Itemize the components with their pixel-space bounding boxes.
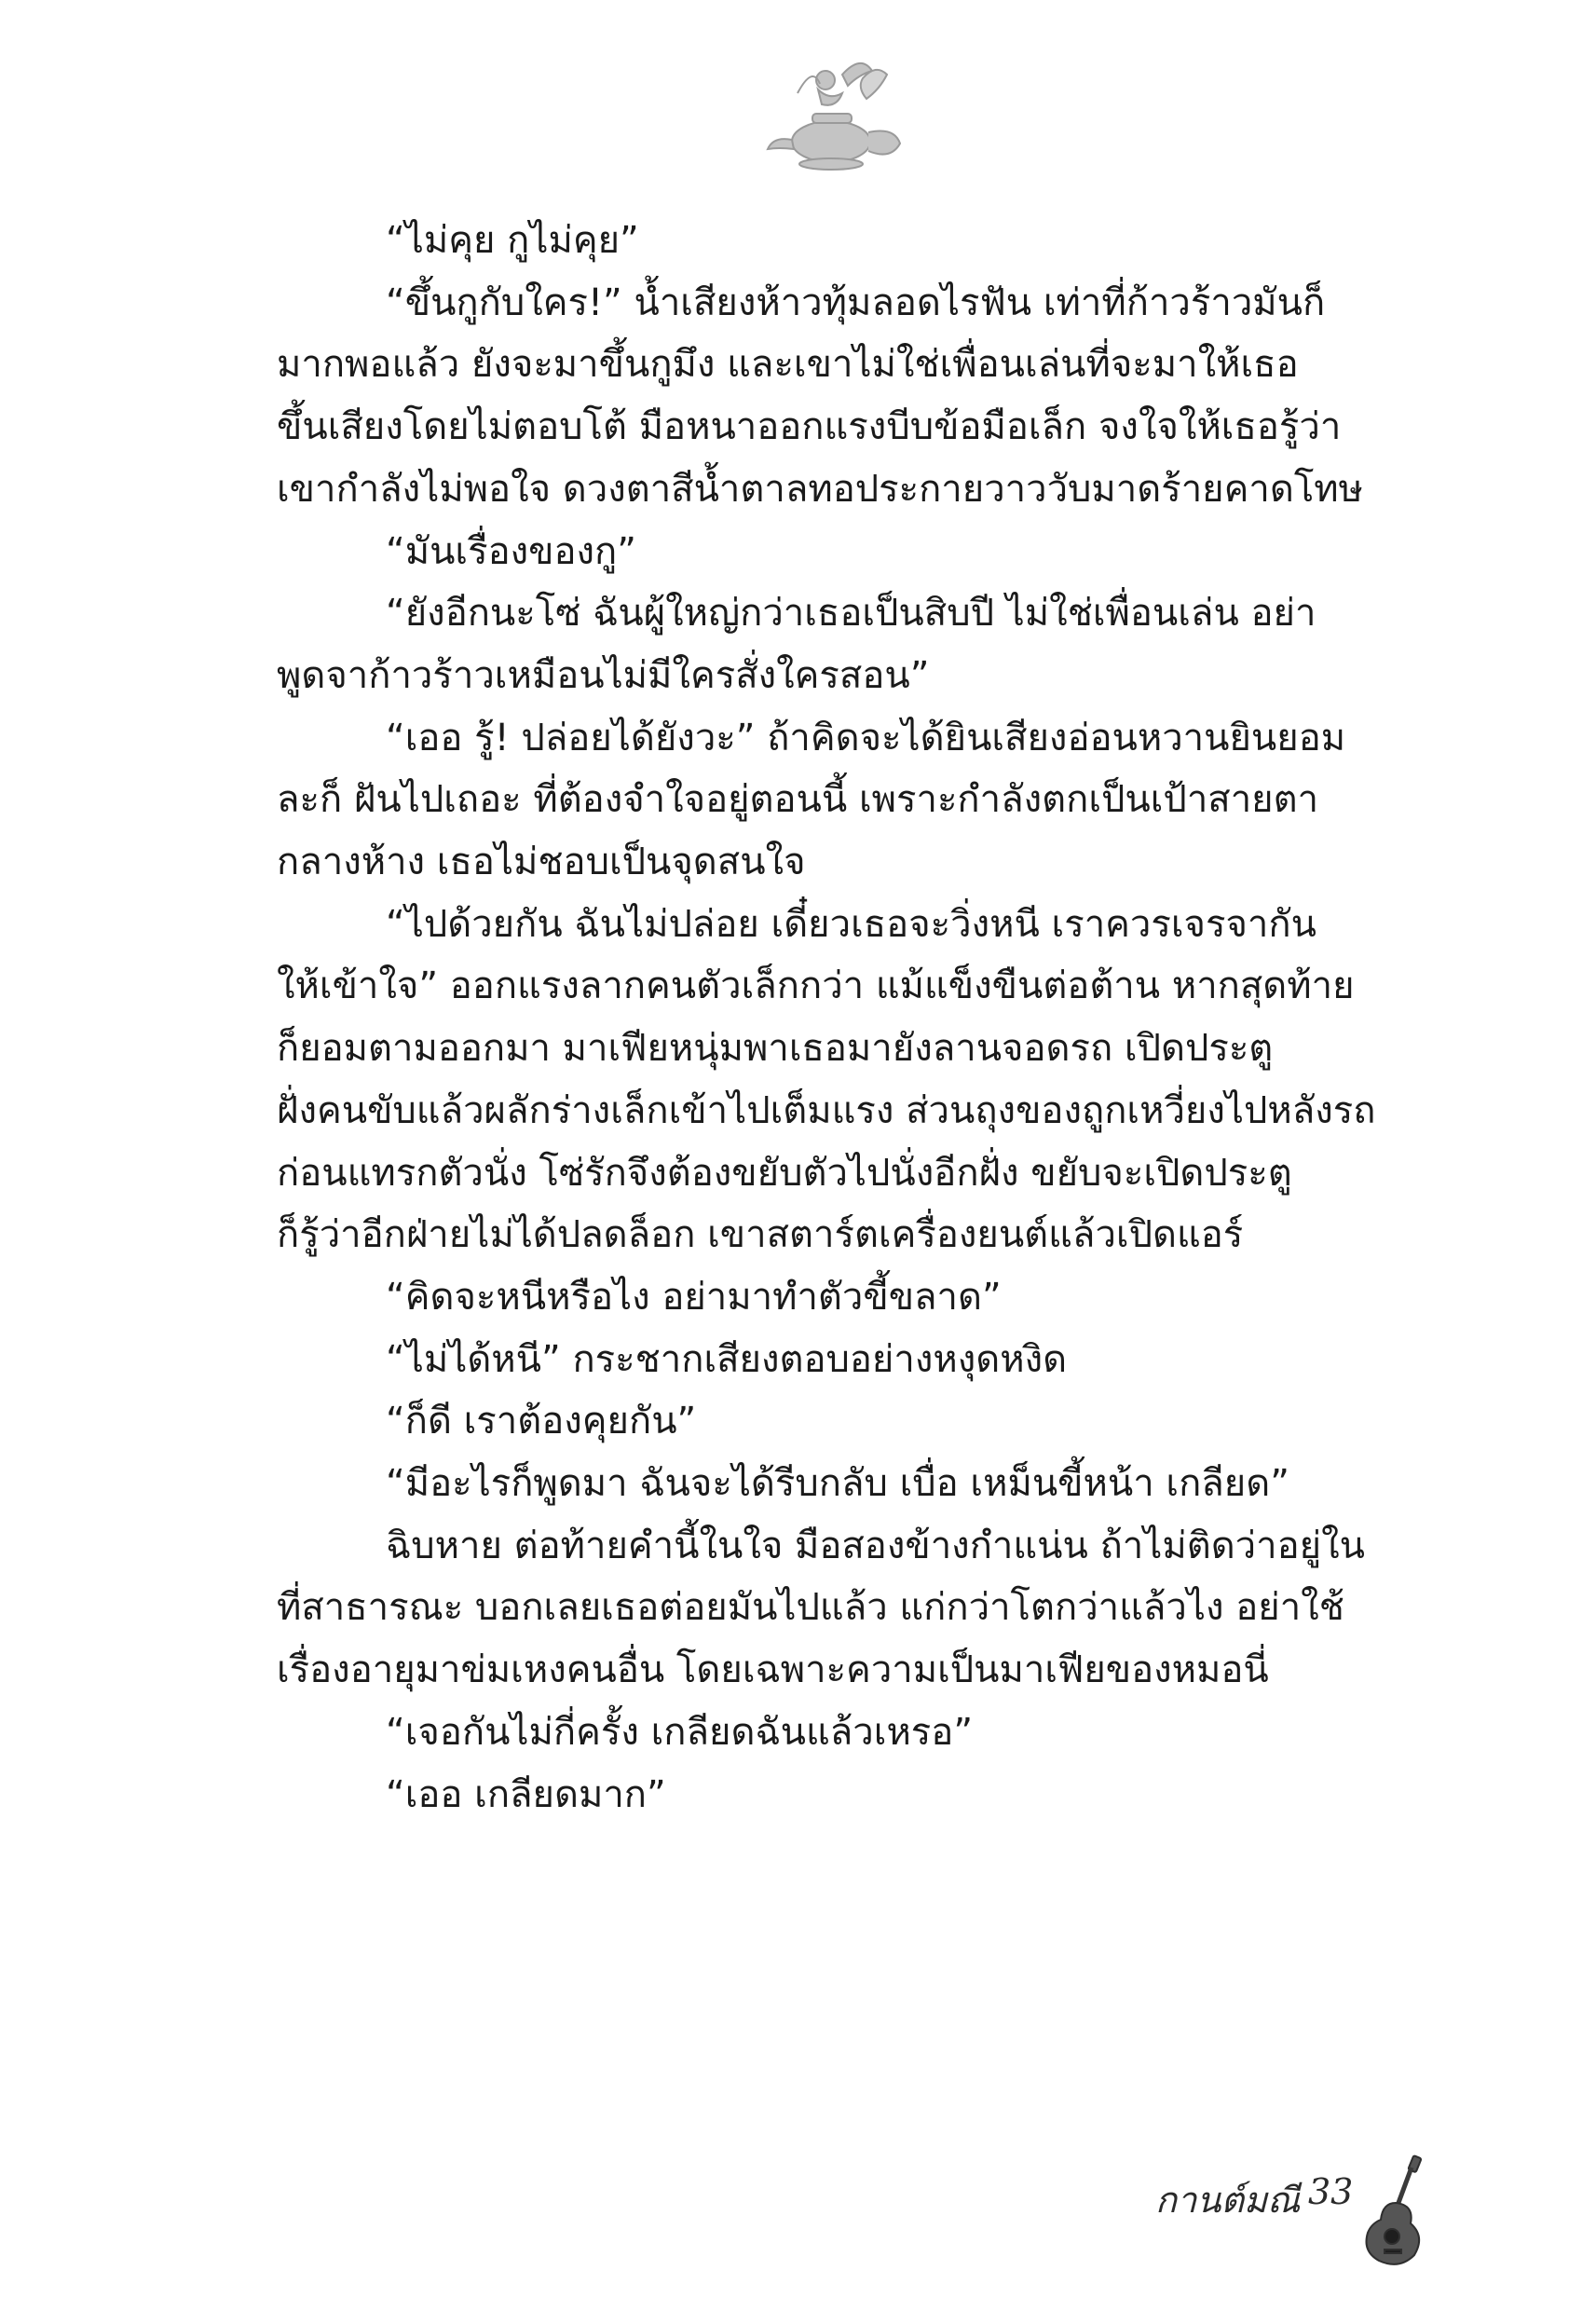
text-line: “มันเรื่องของกู” xyxy=(386,529,636,573)
text-line: “ยังอีกนะโซ่ ฉันผู้ใหญ่กว่าเธอเป็นสิบปี ไม่ใช่เพื่อนเล่น อย่า xyxy=(386,592,1316,636)
text-line: ละก็ ฝันไปเถอะ ที่ต้องจำใจอยู่ตอนนี้ เพราะกำลังตกเป็นเป้าสายตา xyxy=(277,778,1319,822)
text-line: ก็ยอมตามออกมา มาเฟียหนุ่มพาเธอมายังลานจอดรถ เปิดประตู xyxy=(277,1027,1274,1071)
text-line: “ขึ้นกูกับใคร!” น้ำเสียงห้าวทุ้มลอดไรฟัน เท่าที่ก้าวร้าวมันก็ xyxy=(386,280,1326,324)
page-number: 33 xyxy=(1308,2171,1354,2212)
text-line: “ไม่ได้หนี” กระชากเสียงตอบอย่างหงุดหงิด xyxy=(386,1337,1068,1381)
text-line: ขึ้นเสียงโดยไม่ตอบโต้ มือหนาออกแรงบีบข้อมือเล็ก จงใจให้เธอรู้ว่า xyxy=(277,405,1342,449)
text-line: ก่อนแทรกตัวนั่ง โซ่รักจึงต้องขยับตัวไปนั่งอีกฝั่ง ขยับจะเปิดประตู xyxy=(277,1151,1292,1195)
body-text xyxy=(277,210,1413,1826)
text-line: มากพอแล้ว ยังจะมาขึ้นกูมึง และเขาไม่ใช่เพื่อนเล่นที่จะมาให้เธอ xyxy=(277,343,1299,387)
text-line: เรื่องอายุมาข่มเหงคนอื่น โดยเฉพาะความเป็นมาเฟียของหมอนี่ xyxy=(277,1648,1269,1692)
text-line: ที่สาธารณะ บอกเลยเธอต่อยมันไปแล้ว แก่กว่าโตกว่าแล้วไง อย่าใช้ xyxy=(277,1586,1344,1630)
text-line: “ไปด้วยกัน ฉันไม่ปล่อย เดี๋ยวเธอจะวิ่งหนี เราควรเจรจากัน xyxy=(386,902,1316,946)
text-line: พูดจาก้าวร้าวเหมือนไม่มีใครสั่งใครสอน” xyxy=(277,653,930,697)
text-line: “เจอกันไม่กี่ครั้ง เกลียดฉันแล้วเหรอ” xyxy=(386,1710,974,1754)
text-line: เขากำลังไม่พอใจ ดวงตาสีน้ำตาลทอประกายวาววับมาดร้ายคาดโทษ xyxy=(277,467,1364,511)
text-line: ฉิบหาย ต่อท้ายคำนี้ในใจ มือสองข้างกำแน่น ถ้าไม่ติดว่าอยู่ใน xyxy=(386,1524,1365,1567)
guitar-icon xyxy=(1360,2154,1430,2271)
text-line: ก็รู้ว่าอีกฝ่ายไม่ได้ปลดล็อก เขาสตาร์ตเครื่องยนต์แล้วเปิดแอร์ xyxy=(277,1213,1244,1257)
text-line: “ก็ดี เราต้องคุยกัน” xyxy=(386,1400,697,1443)
text-line: “มีอะไรก็พูดมา ฉันจะได้รีบกลับ เบื่อ เหม็นขี้หน้า เกลียด” xyxy=(386,1462,1289,1506)
running-title: กานต์มณี xyxy=(1155,2180,1301,2221)
text-line: “คิดจะหนีหรือไง อย่ามาทำตัวขี้ขลาด” xyxy=(386,1275,1002,1319)
text-line: ฝั่งคนขับแล้วผลักร่างเล็กเข้าไปเต็มแรง ส่วนถุงของถูกเหวี่ยงไปหลังรถ xyxy=(277,1088,1376,1132)
text-line: “เออ เกลียดมาก” xyxy=(386,1772,666,1816)
page-footer xyxy=(1155,2162,1435,2274)
text-line: “เออ รู้! ปล่อยได้ยังวะ” ถ้าคิดจะได้ยินเสียงอ่อนหวานยินยอม xyxy=(386,716,1346,759)
teapot-cupid-ornament-icon xyxy=(764,47,913,177)
text-line: กลางห้าง เธอไม่ชอบเป็นจุดสนใจ xyxy=(277,841,806,884)
text-line: ให้เข้าใจ” ออกแรงลากคนตัวเล็กกว่า แม้แข็งขืนต่อต้าน หากสุดท้าย xyxy=(277,964,1355,1008)
text-line: “ไม่คุย กูไม่คุย” xyxy=(386,219,639,262)
